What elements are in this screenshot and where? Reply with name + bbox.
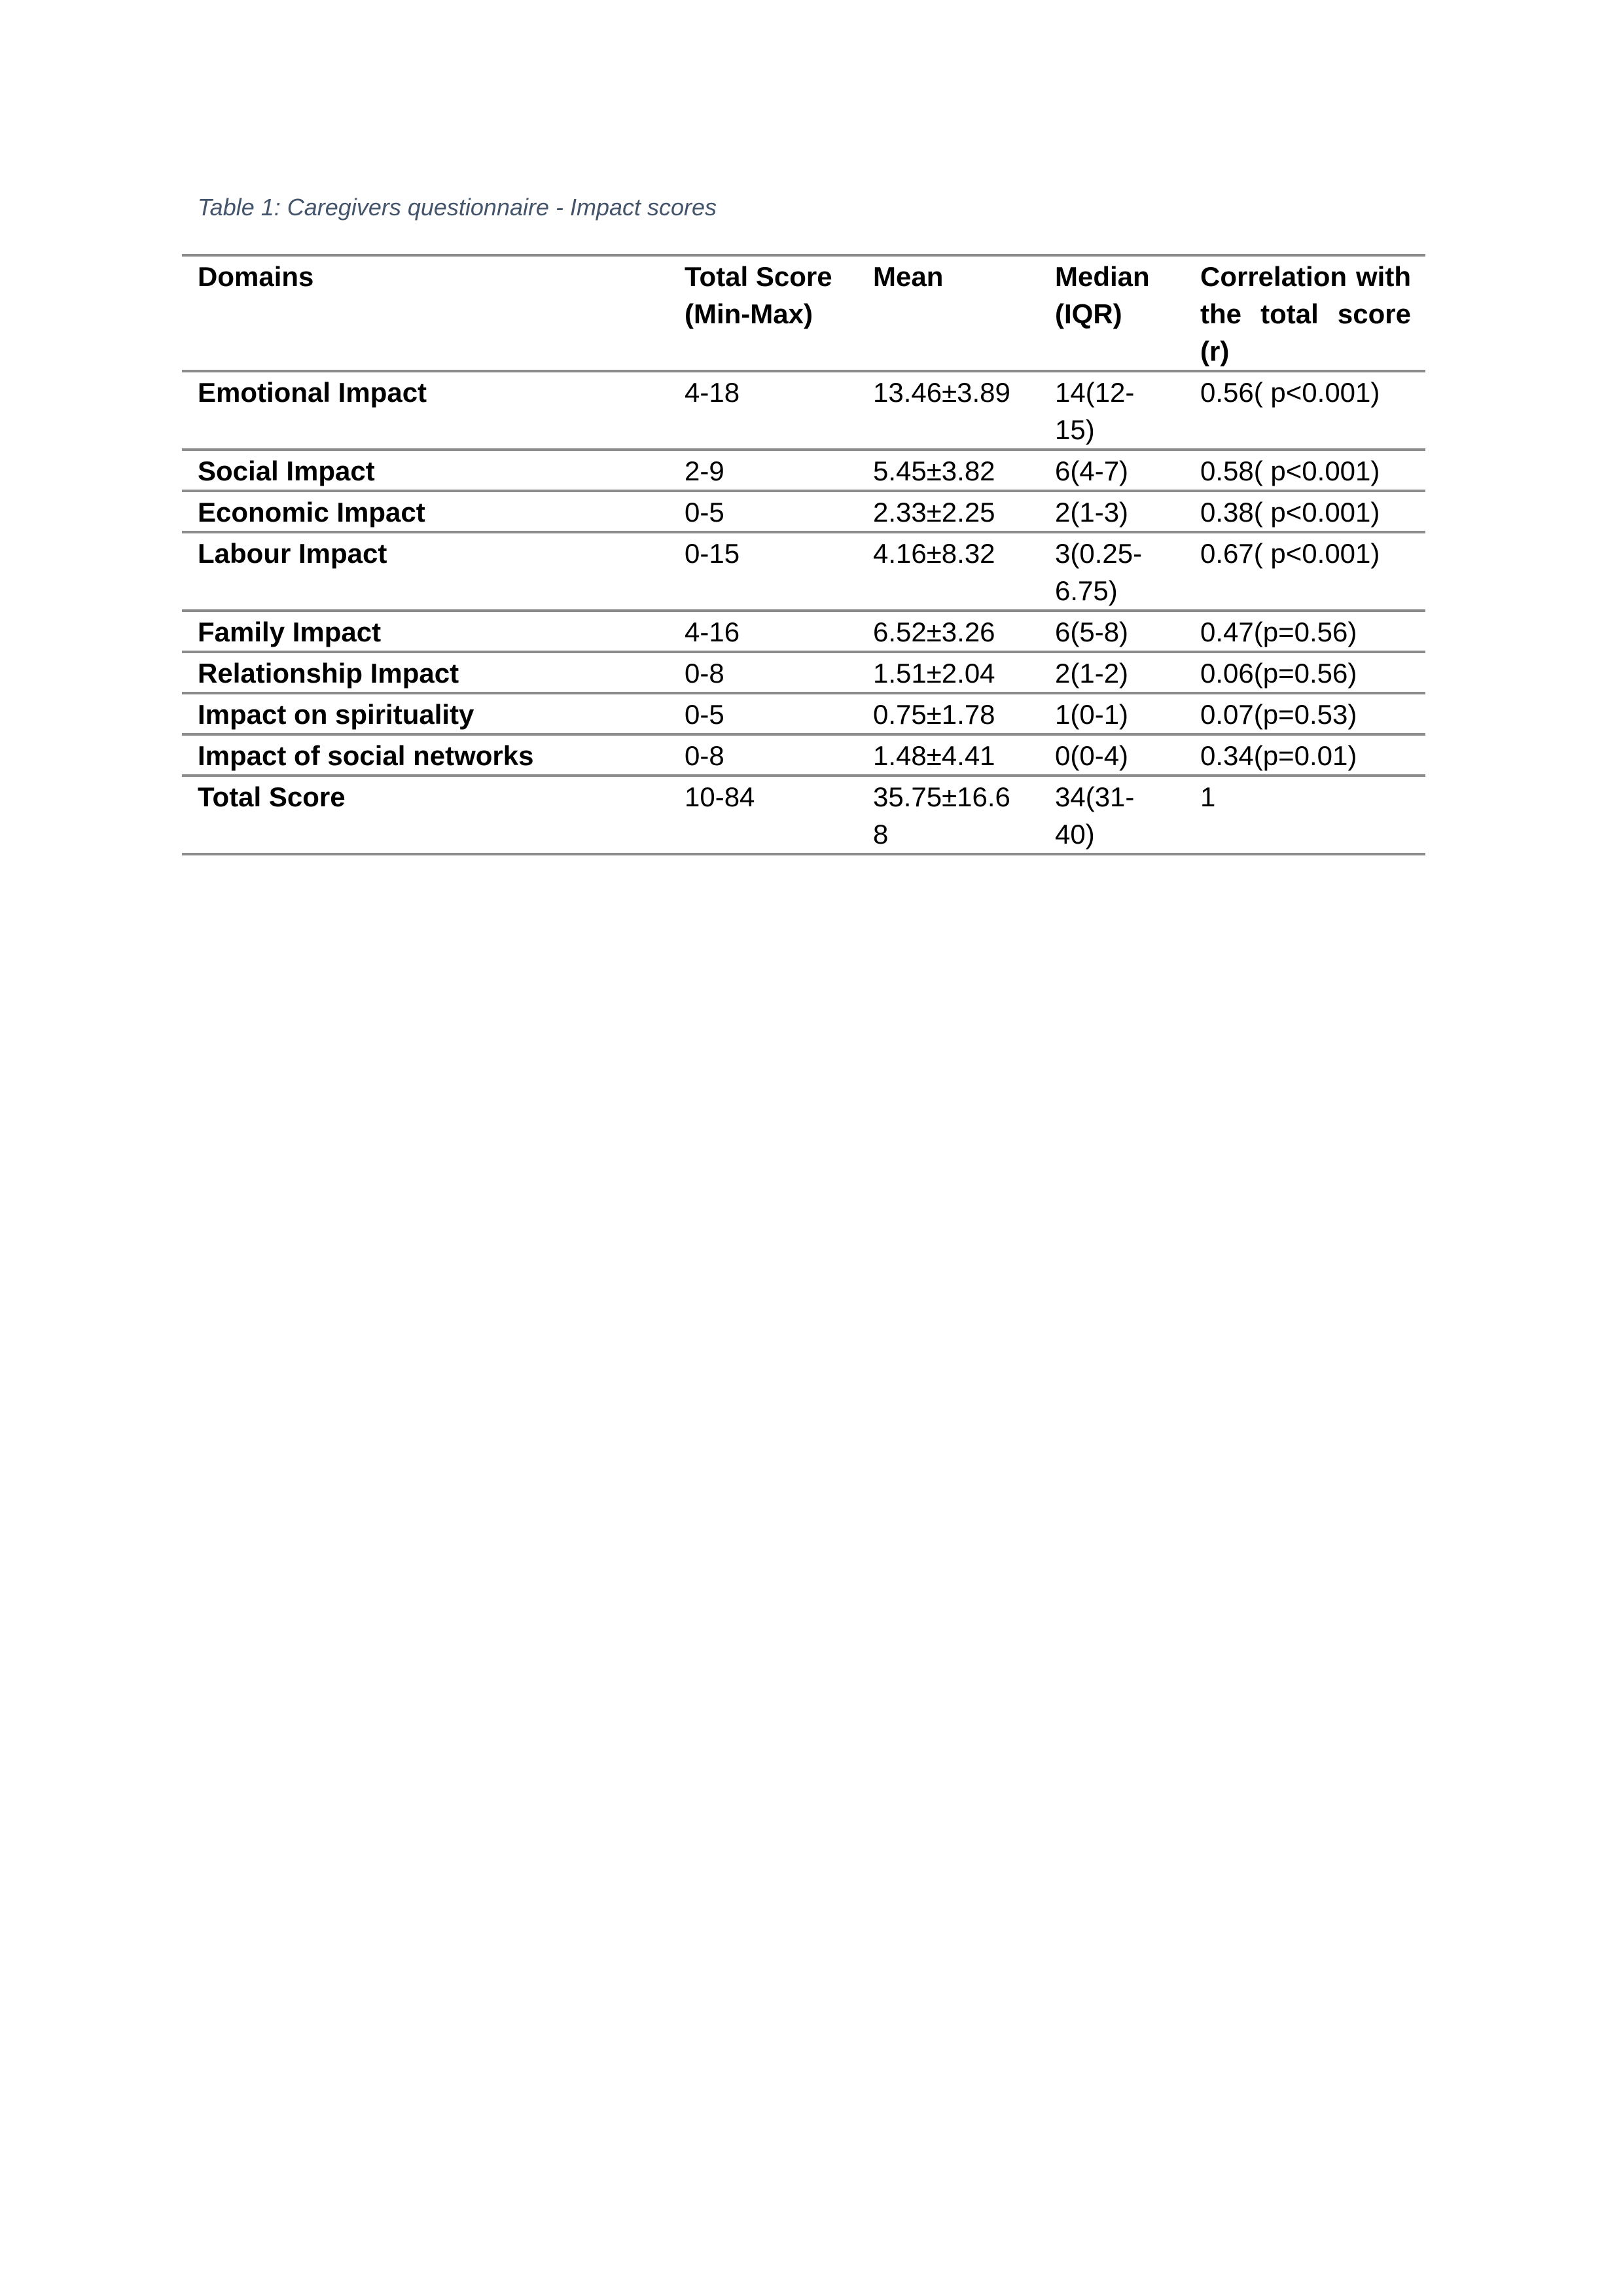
cell-domain: Total Score: [182, 776, 669, 854]
cell-median: 14(12-15): [1039, 371, 1185, 450]
cell-domain: Impact on spirituality: [182, 693, 669, 734]
cell-range: 0-8: [669, 734, 857, 776]
cell-correlation: 0.56( p<0.001): [1185, 371, 1425, 450]
cell-correlation: 0.67( p<0.001): [1185, 532, 1425, 611]
cell-mean: 1.51±2.04: [857, 652, 1039, 693]
cell-correlation: 0.07(p=0.53): [1185, 693, 1425, 734]
header-mean: Mean: [857, 255, 1039, 371]
cell-mean: 1.48±4.41: [857, 734, 1039, 776]
cell-median: 6(5-8): [1039, 611, 1185, 652]
table-row: [182, 450, 1425, 491]
cell-mean: 5.45±3.82: [857, 450, 1039, 491]
header-correlation: Correlation with the total score (r): [1185, 255, 1425, 371]
cell-correlation: 0.06(p=0.56): [1185, 652, 1425, 693]
cell-mean: 6.52±3.26: [857, 611, 1039, 652]
cell-domain: Emotional Impact: [182, 371, 669, 450]
impact-scores-table: [182, 254, 1425, 855]
cell-domain: Social Impact: [182, 450, 669, 491]
cell-median: 3(0.25-6.75): [1039, 532, 1185, 611]
table-row: [182, 491, 1425, 532]
cell-median: 2(1-3): [1039, 491, 1185, 532]
cell-mean: 0.75±1.78: [857, 693, 1039, 734]
header-total-score: Total Score (Min-Max): [669, 255, 857, 371]
header-domains: Domains: [182, 255, 669, 371]
cell-domain: Impact of social networks: [182, 734, 669, 776]
cell-mean: 35.75±16.68: [857, 776, 1039, 854]
table-row: [182, 693, 1425, 734]
cell-domain: Economic Impact: [182, 491, 669, 532]
cell-median: 34(31-40): [1039, 776, 1185, 854]
cell-range: 4-18: [669, 371, 857, 450]
cell-range: 0-15: [669, 532, 857, 611]
cell-correlation: 0.38( p<0.001): [1185, 491, 1425, 532]
cell-domain: Relationship Impact: [182, 652, 669, 693]
cell-range: 10-84: [669, 776, 857, 854]
cell-range: 4-16: [669, 611, 857, 652]
table-caption: Table 1: Caregivers questionnaire - Impact scores: [198, 194, 717, 221]
table-row-total: [182, 776, 1425, 854]
cell-range: 2-9: [669, 450, 857, 491]
table-row: [182, 532, 1425, 611]
cell-domain: Family Impact: [182, 611, 669, 652]
cell-correlation: 0.47(p=0.56): [1185, 611, 1425, 652]
cell-median: 0(0-4): [1039, 734, 1185, 776]
cell-range: 0-5: [669, 693, 857, 734]
cell-mean: 13.46±3.89: [857, 371, 1039, 450]
cell-median: 1(0-1): [1039, 693, 1185, 734]
table-row: [182, 371, 1425, 450]
cell-mean: 4.16±8.32: [857, 532, 1039, 611]
table-row: [182, 611, 1425, 652]
table-row: [182, 734, 1425, 776]
cell-correlation: 1: [1185, 776, 1425, 854]
cell-range: 0-8: [669, 652, 857, 693]
cell-correlation: 0.34(p=0.01): [1185, 734, 1425, 776]
cell-median: 6(4-7): [1039, 450, 1185, 491]
cell-mean: 2.33±2.25: [857, 491, 1039, 532]
cell-range: 0-5: [669, 491, 857, 532]
table-row: [182, 652, 1425, 693]
cell-median: 2(1-2): [1039, 652, 1185, 693]
table-header-row: [182, 255, 1425, 371]
cell-correlation: 0.58( p<0.001): [1185, 450, 1425, 491]
cell-domain: Labour Impact: [182, 532, 669, 611]
header-median: Median (IQR): [1039, 255, 1185, 371]
